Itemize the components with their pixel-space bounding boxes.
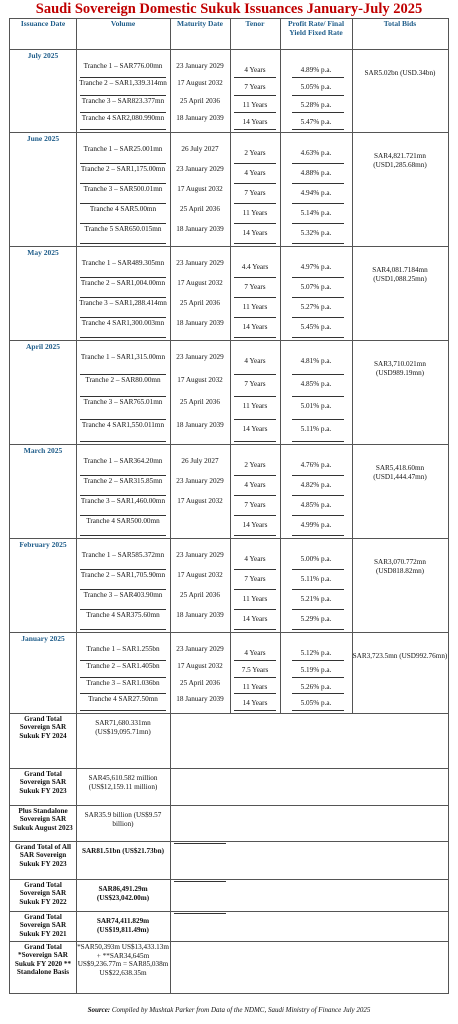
row-underline xyxy=(80,317,166,318)
row-underline xyxy=(80,223,166,224)
tenor-value: 7 Years xyxy=(244,575,266,583)
maturity-date: 25 April 2036 xyxy=(180,205,220,213)
row-underline xyxy=(292,693,344,694)
tenor-value: 4 Years xyxy=(244,66,266,74)
maturity-date: 17 August 2032 xyxy=(177,571,223,579)
maturity-date: 17 August 2032 xyxy=(177,661,223,670)
tenor-value: 7 Years xyxy=(244,283,266,291)
tenor-value: 7 Years xyxy=(244,379,266,388)
tranche-volume: Tranche 2 – SAR1,705.90mn xyxy=(80,571,166,579)
row-underline xyxy=(292,535,344,536)
grand-total-row xyxy=(10,768,448,806)
tranche-volume: Tranche 4 SAR500.00mn xyxy=(86,517,160,525)
row-underline xyxy=(80,183,166,184)
tenor-value: 14 Years xyxy=(242,699,268,708)
row-underline xyxy=(292,475,344,476)
row-underline xyxy=(292,374,344,375)
profit-rate: 4.88% p.a. xyxy=(300,169,332,177)
profit-rate: 4.97% p.a. xyxy=(300,263,332,271)
row-underline xyxy=(80,693,166,694)
grand-total-label: Grand Total Sovereign SAR Sukuk FY 2021 xyxy=(19,913,67,938)
row-underline xyxy=(234,629,276,630)
tenor-value: 14 Years xyxy=(242,323,268,331)
profit-rate: 5.45% p.a. xyxy=(300,323,332,331)
row-underline xyxy=(80,163,166,164)
tenor-value: 11 Years xyxy=(242,100,268,109)
grand-total-row xyxy=(10,911,448,942)
row-underline xyxy=(234,419,276,420)
maturity-date: 17 August 2032 xyxy=(177,279,223,287)
row-underline xyxy=(292,629,344,630)
source-text: Compiled by Mushtak Parker from Data of the NDMC, Saudi Ministry of Finance July 2025 xyxy=(111,1006,371,1014)
profit-rate: 5.29% p.a. xyxy=(300,615,332,623)
tenor-value: 14 Years xyxy=(242,615,268,623)
row-underline xyxy=(234,337,276,338)
maturity-date: 17 August 2032 xyxy=(177,375,223,384)
row-underline xyxy=(234,677,276,678)
section-label: June 2025 xyxy=(26,134,60,143)
row-underline xyxy=(292,183,344,184)
tenor-value: 14 Years xyxy=(242,424,268,433)
tranche-volume: Tranche 3 – SAR500.01mn xyxy=(83,185,163,193)
grand-total-row xyxy=(10,841,448,880)
tranche-volume: Tranche 4 SAR1,550.011mn xyxy=(81,420,165,429)
row-underline xyxy=(80,374,166,375)
row-underline xyxy=(292,337,344,338)
maturity-date: 25 April 2036 xyxy=(180,591,220,599)
profit-rate: 5.21% p.a. xyxy=(300,595,332,603)
grand-total-value: SAR81.51bn (US$21.73bn) xyxy=(81,847,165,855)
total-bids-value: SAR5,418.60mn (USD1,444.47mn) xyxy=(373,464,427,481)
profit-rate: 4.99% p.a. xyxy=(300,521,332,529)
header-maturity-date: Maturity Date xyxy=(176,19,224,28)
row-underline xyxy=(80,677,166,678)
grand-total-label: Grand Total Sovereign SAR Sukuk FY 2022 xyxy=(19,881,67,906)
profit-rate: 5.05% p.a. xyxy=(300,83,332,92)
grand-total-value: SAR86,491.29m (US$23,042.00m) xyxy=(96,885,150,902)
row-underline xyxy=(80,515,166,516)
tenor-value: 7.5 Years xyxy=(241,665,269,674)
row-underline xyxy=(80,203,166,204)
tenor-value: 7 Years xyxy=(244,83,266,92)
profit-rate: 5.00% p.a. xyxy=(300,555,332,563)
tranche-volume: Tranche 1 – SAR776.00mn xyxy=(83,62,163,70)
row-underline xyxy=(234,441,276,442)
tenor-value: 4 Years xyxy=(244,555,266,563)
row-underline xyxy=(80,95,166,96)
tranche-volume: Tranche 3 – SAR765.01mn xyxy=(83,398,163,406)
row-underline xyxy=(80,112,166,113)
maturity-date: 17 August 2032 xyxy=(177,79,223,88)
profit-rate: 4.63% p.a. xyxy=(300,149,332,157)
section-6 xyxy=(10,632,448,714)
maturity-date: 18 January 2039 xyxy=(176,225,224,233)
grand-total-label: Grand Total Sovereign SAR Sukuk FY 2024 xyxy=(19,715,67,740)
profit-rate: 4.81% p.a. xyxy=(300,357,332,365)
tenor-value: 4 Years xyxy=(244,481,266,489)
profit-rate: 5.47% p.a. xyxy=(300,117,332,126)
row-underline xyxy=(234,569,276,570)
grand-total-label: Grand Total *Sovereign SAR Sukuk FY 2020 ** Standalone Basis xyxy=(14,943,72,977)
tranche-volume: Tranche 3 – SAR1.036bn xyxy=(86,678,160,687)
profit-rate: 5.14% p.a. xyxy=(300,209,332,217)
maturity-date: 25 April 2036 xyxy=(180,678,220,687)
tranche-volume: Tranche 3 – SAR403.90mn xyxy=(83,591,163,599)
row-underline xyxy=(80,535,166,536)
row-underline xyxy=(174,881,226,882)
header-total-bids: Total Bids xyxy=(383,19,417,28)
row-underline xyxy=(80,495,166,496)
section-label: February 2025 xyxy=(19,540,67,549)
tranche-volume: Tranche 4 SAR27.50mn xyxy=(88,695,158,704)
section-label: April 2025 xyxy=(26,342,60,351)
row-underline xyxy=(234,183,276,184)
profit-rate: 4.94% p.a. xyxy=(300,189,332,197)
row-underline xyxy=(292,710,344,711)
total-bids-value: SAR3,710.021mn (USD989.19mn) xyxy=(374,360,426,377)
row-underline xyxy=(234,129,276,130)
row-underline xyxy=(80,629,166,630)
maturity-date: 23 January 2029 xyxy=(176,645,224,653)
row-underline xyxy=(292,297,344,298)
row-underline xyxy=(234,535,276,536)
tenor-value: 11 Years xyxy=(242,402,268,410)
tranche-volume: Tranche 1 – SAR585.372mn xyxy=(81,551,165,559)
tenor-value: 11 Years xyxy=(242,209,268,217)
tenor-value: 7 Years xyxy=(244,189,266,197)
row-underline xyxy=(234,475,276,476)
profit-rate: 4.85% p.a. xyxy=(300,379,332,388)
grand-total-row xyxy=(10,941,448,993)
row-underline xyxy=(292,419,344,420)
row-underline xyxy=(80,441,166,442)
row-underline xyxy=(234,609,276,610)
row-underline xyxy=(292,317,344,318)
profit-rate: 5.11% p.a. xyxy=(300,424,332,433)
tranche-volume: Tranche 1 – SAR489.305mn xyxy=(81,259,165,267)
row-underline xyxy=(292,163,344,164)
maturity-date: 25 April 2036 xyxy=(180,398,220,406)
section-4 xyxy=(10,444,448,539)
row-underline xyxy=(80,589,166,590)
row-underline xyxy=(234,396,276,397)
profit-rate: 5.01% p.a. xyxy=(300,402,332,410)
row-underline xyxy=(80,710,166,711)
row-underline xyxy=(234,297,276,298)
grand-total-row xyxy=(10,879,448,912)
row-underline xyxy=(174,843,226,844)
header-tenor: Tenor xyxy=(245,19,265,28)
profit-rate: 5.07% p.a. xyxy=(300,283,332,291)
row-underline xyxy=(80,129,166,130)
maturity-date: 26 July 2027 xyxy=(181,457,219,465)
maturity-date: 23 January 2029 xyxy=(176,165,224,173)
section-label: March 2025 xyxy=(23,446,63,455)
maturity-date: 23 January 2029 xyxy=(176,551,224,559)
tranche-volume: Tranche 3 – SAR823.377mn xyxy=(81,96,165,105)
page-title: Saudi Sovereign Domestic Sukuk Issuances January-July 2025 xyxy=(35,1,423,17)
profit-rate: 5.26% p.a. xyxy=(300,682,332,691)
row-underline xyxy=(80,475,166,476)
tenor-value: 4 Years xyxy=(244,357,266,365)
source-note xyxy=(0,1006,458,1014)
tranche-volume: Tranche 4 SAR2,080.990mn xyxy=(81,113,165,122)
header-volume: Volume xyxy=(110,19,136,28)
tenor-value: 11 Years xyxy=(242,595,268,603)
tranche-volume: Tranche 5 SAR650.015mn xyxy=(84,225,162,233)
row-underline xyxy=(292,441,344,442)
tranche-volume: Tranche 1 – SAR25.001mn xyxy=(83,145,163,153)
row-underline xyxy=(234,163,276,164)
row-underline xyxy=(80,297,166,298)
maturity-date: 26 July 2027 xyxy=(181,145,219,153)
row-underline xyxy=(80,419,166,420)
row-underline xyxy=(292,677,344,678)
row-underline xyxy=(234,660,276,661)
total-bids-value: SAR3,723.5mn (USD992.76mn) xyxy=(352,652,448,660)
row-underline xyxy=(292,223,344,224)
tranche-volume: Tranche 3 – SAR1,288.414mn xyxy=(79,299,167,307)
row-underline xyxy=(80,77,166,78)
tranche-volume: Tranche 1 – SAR1,315.00mn xyxy=(80,353,166,361)
tenor-value: 14 Years xyxy=(242,521,268,529)
row-underline xyxy=(234,495,276,496)
maturity-date: 18 January 2039 xyxy=(176,319,224,327)
row-underline xyxy=(80,660,166,661)
maturity-date: 18 January 2039 xyxy=(176,113,224,122)
row-underline xyxy=(292,660,344,661)
tenor-value: 11 Years xyxy=(242,682,268,691)
section-label: May 2025 xyxy=(27,248,59,257)
row-underline xyxy=(80,569,166,570)
row-underline xyxy=(292,495,344,496)
tranche-volume: Tranche 1 – SAR364.20mn xyxy=(83,457,163,465)
tenor-value: 4 Years xyxy=(244,169,266,177)
profit-rate: 4.89% p.a. xyxy=(300,66,332,74)
tranche-volume: Tranche 2 – SAR1,339.314mn xyxy=(79,79,167,88)
tranche-volume: Tranche 2 – SAR315.85mn xyxy=(83,477,163,485)
maturity-date: 18 January 2039 xyxy=(176,420,224,429)
profit-rate: 5.28% p.a. xyxy=(300,100,332,109)
section-0 xyxy=(10,49,448,133)
profit-rate: 5.11% p.a. xyxy=(300,575,332,583)
grand-total-label: Grand Total Sovereign SAR Sukuk FY 2023 xyxy=(19,770,67,795)
row-underline xyxy=(234,710,276,711)
section-label: July 2025 xyxy=(27,51,59,60)
profit-rate: 5.05% p.a. xyxy=(300,699,332,708)
source-prefix: Source: xyxy=(87,1006,111,1014)
row-underline xyxy=(292,112,344,113)
grand-total-value: SAR35.9 billion (US$9.57 billion) xyxy=(84,811,162,828)
tenor-value: 11 Years xyxy=(242,303,268,311)
profit-rate: 4.76% p.a. xyxy=(300,461,332,469)
section-label: January 2025 xyxy=(21,634,65,643)
header-issuance-date: Issuance Date xyxy=(20,19,66,28)
profit-rate: 4.85% p.a. xyxy=(300,501,332,509)
sukuk-table xyxy=(9,18,449,994)
row-underline xyxy=(234,112,276,113)
row-underline xyxy=(292,277,344,278)
total-bids-value: SAR4,821.721mn (USD1,285.68mn) xyxy=(373,152,427,169)
tranche-volume: Tranche 4 SAR5.00mn xyxy=(89,205,157,213)
row-underline xyxy=(292,515,344,516)
section-3 xyxy=(10,340,448,445)
row-underline xyxy=(80,396,166,397)
profit-rate: 5.32% p.a. xyxy=(300,229,332,237)
row-underline xyxy=(292,609,344,610)
maturity-date: 23 January 2029 xyxy=(176,259,224,267)
profit-rate: 5.19% p.a. xyxy=(300,665,332,674)
tranche-volume: Tranche 2 – SAR80.00mn xyxy=(85,375,161,384)
row-underline xyxy=(292,396,344,397)
section-1 xyxy=(10,132,448,247)
section-5 xyxy=(10,538,448,633)
row-underline xyxy=(292,129,344,130)
total-bids-value: SAR4,081.7184mn (USD1,088.25mn) xyxy=(372,266,428,283)
row-underline xyxy=(80,277,166,278)
row-underline xyxy=(234,693,276,694)
tranche-volume: Tranche 3 – SAR1,460.00mn xyxy=(80,497,166,505)
total-bids-value: SAR3,070.772mn (USD818.82mn) xyxy=(374,558,426,575)
tenor-value: 14 Years xyxy=(242,117,268,126)
row-underline xyxy=(292,95,344,96)
row-underline xyxy=(234,203,276,204)
tranche-volume: Tranche 4 SAR1,300.003mn xyxy=(81,319,165,327)
tranche-volume: Tranche 1 – SAR1.255bn xyxy=(86,645,160,653)
maturity-date: 23 January 2029 xyxy=(176,477,224,485)
row-underline xyxy=(234,374,276,375)
tenor-value: 14 Years xyxy=(242,229,268,237)
maturity-date: 23 January 2029 xyxy=(176,353,224,361)
row-underline xyxy=(234,223,276,224)
row-underline xyxy=(234,277,276,278)
profit-rate: 5.12% p.a. xyxy=(300,649,332,657)
maturity-date: 18 January 2039 xyxy=(176,695,224,704)
grand-total-label: Grand Total of All SAR Sovereign Sukuk FY 2023 xyxy=(14,843,72,868)
tenor-value: 7 Years xyxy=(244,501,266,509)
grand-total-row xyxy=(10,713,448,769)
header-profit-rate: Profit Rate/ Final Yield Fixed Rate xyxy=(287,19,345,37)
row-underline xyxy=(80,243,166,244)
maturity-date: 17 August 2032 xyxy=(177,497,223,505)
tenor-value: 4.4 Years xyxy=(241,263,269,271)
row-underline xyxy=(292,569,344,570)
row-underline xyxy=(234,515,276,516)
row-underline xyxy=(80,609,166,610)
tenor-value: 2 Years xyxy=(244,461,266,469)
tranche-volume: Tranche 2 – SAR1,004.00mn xyxy=(80,279,166,287)
grand-total-row xyxy=(10,805,448,842)
grand-total-value: SAR71,680.331mn (US$19,095.71mn) xyxy=(95,719,151,736)
total-bids-value: SAR5.02bn (USD.34bn) xyxy=(364,69,436,77)
section-2 xyxy=(10,246,448,341)
grand-total-label: Plus Standalone Sovereign SAR Sukuk August 2023 xyxy=(13,807,73,832)
tranche-volume: Tranche 2 – SAR1.405bn xyxy=(86,661,160,670)
tenor-value: 4 Years xyxy=(244,649,266,657)
tenor-value: 2 Years xyxy=(244,149,266,157)
row-underline xyxy=(234,317,276,318)
row-underline xyxy=(292,589,344,590)
row-underline xyxy=(292,243,344,244)
row-underline xyxy=(174,913,226,914)
row-underline xyxy=(234,243,276,244)
row-underline xyxy=(80,337,166,338)
maturity-date: 23 January 2029 xyxy=(176,62,224,70)
grand-total-value: SAR74,411.829m (US$19,811.49m) xyxy=(96,917,150,934)
profit-rate: 4.82% p.a. xyxy=(300,481,332,489)
maturity-date: 25 April 2036 xyxy=(180,299,220,307)
tranche-volume: Tranche 4 SAR375.60mn xyxy=(86,611,160,619)
row-underline xyxy=(292,203,344,204)
profit-rate: 5.27% p.a. xyxy=(300,303,332,311)
maturity-date: 25 April 2036 xyxy=(180,96,220,105)
tranche-volume: Tranche 2 – SAR1,175.00mn xyxy=(80,165,166,173)
row-underline xyxy=(292,77,344,78)
row-underline xyxy=(234,95,276,96)
grand-total-value: *SAR50,393m US$13,433.13m + **SAR34,645m US$9,236.77m = SAR85,038m US$22,638.35m xyxy=(77,943,169,977)
grand-total-value: SAR45,610.582 million (US$12,159.11 million) xyxy=(88,774,158,791)
row-underline xyxy=(234,589,276,590)
maturity-date: 17 August 2032 xyxy=(177,185,223,193)
maturity-date: 18 January 2039 xyxy=(176,611,224,619)
row-underline xyxy=(234,77,276,78)
